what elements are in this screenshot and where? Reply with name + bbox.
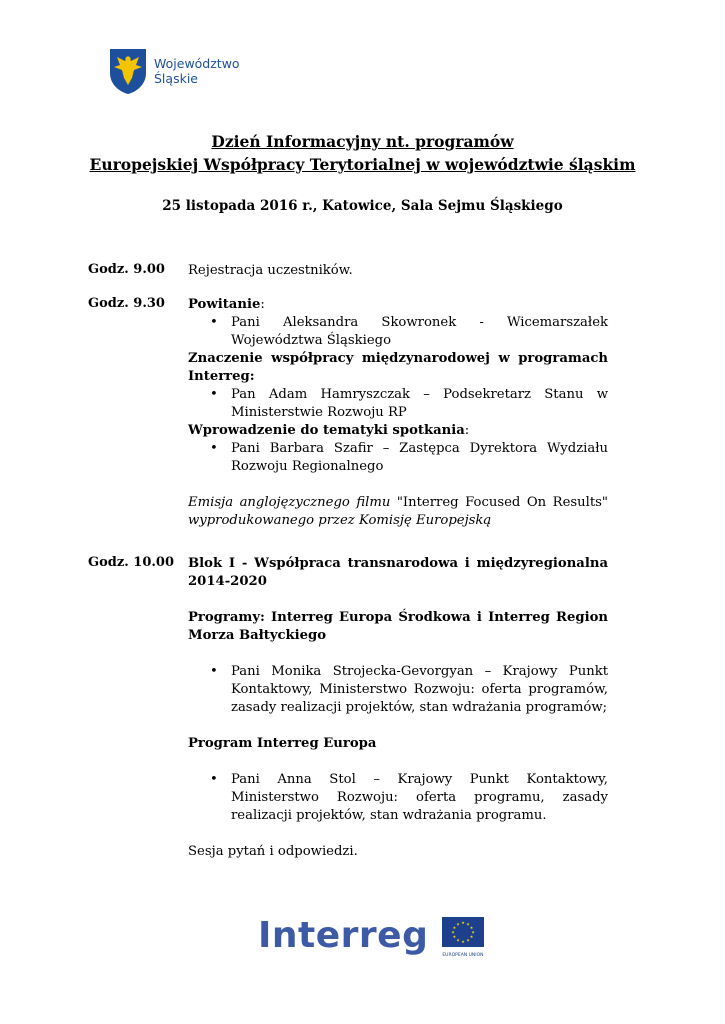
list-item: • Pani Aleksandra Skowronek - Wicemarszałek Województwa Śląskiego	[210, 315, 608, 348]
program-person: Pani Anna Stol – Krajowy Punkt Kontaktowy, Ministerstwo Rozwoju: oferta programu, zasady realizacji projektów, stan wdrażania programu.	[231, 772, 608, 823]
title-line1: Dzień Informacyjny nt. programów	[211, 132, 514, 151]
interreg-logo: Interreg	[258, 915, 429, 956]
time-900: Godz. 9.00	[88, 262, 165, 277]
registration-text: Rejestracja uczestników.	[188, 263, 353, 278]
time-930: Godz. 9.30	[88, 296, 165, 311]
logo-line2: Śląskie	[154, 71, 198, 86]
importance-label: Znaczenie współpracy międzynarodowej w programach Interreg:	[188, 351, 608, 384]
intro-person: Pani Barbara Szafir – Zastępca Dyrektora Wydziału Rozwoju Regionalnego	[231, 441, 608, 474]
footer-logos	[258, 917, 484, 958]
logo-line1: Województwo	[154, 56, 240, 71]
film-italic2: wyprodukowanego przez Komisję Europejską	[188, 513, 492, 528]
film-note	[188, 494, 608, 530]
welcome-label: Powitanie	[188, 297, 261, 312]
svg-text:★: ★	[470, 934, 474, 940]
svg-text:★: ★	[461, 939, 466, 944]
film-title: "Interreg Focused On Results"	[390, 495, 608, 510]
title-line2: Europejskiej Współpracy Terytorialnej w województwie śląskim	[89, 155, 636, 174]
svg-text:★: ★	[471, 929, 476, 935]
programs-label: Programy: Interreg Europa Środkowa i Interreg Region Morza Bałtyckiego	[188, 610, 608, 643]
time-1000: Godz. 10.00	[88, 555, 175, 570]
event-date: 25 listopada 2016 r., Katowice, Sala Sejmu Śląskiego	[162, 198, 563, 214]
intro-colon: :	[464, 423, 470, 438]
list-item: • Pani Monika Strojecka-Gevorgyan – Krajowy Punkt Kontaktowy, Ministerstwo Rozwoju: oferta programów, zasady realizacji projektów, stan wdrażania programów;	[210, 664, 608, 715]
list-item: • Pani Barbara Szafir – Zastępca Dyrektora Wydziału Rozwoju Regionalnego	[210, 441, 608, 474]
intro-label: Wprowadzenie do tematyki spotkania	[188, 423, 465, 438]
svg-text:★: ★	[452, 934, 457, 940]
programs-person: Pani Monika Strojecka-Gevorgyan – Krajowy Punkt Kontaktowy, Ministerstwo Rozwoju: oferta programów, zasady realizacji projektów, stan wdrażania programów;	[231, 664, 608, 715]
eu-label: EUROPEAN UNION	[442, 953, 484, 958]
svg-text:★: ★	[456, 921, 461, 927]
film-italic1: Emisja anglojęzycznego filmu	[188, 495, 391, 510]
svg-text:★: ★	[470, 924, 474, 930]
eu-logo	[442, 917, 484, 958]
svg-text:★: ★	[466, 937, 471, 943]
list-item: • Pani Anna Stol – Krajowy Punkt Kontaktowy, Ministerstwo Rozwoju: oferta programu, zasady realizacji projektów, stan wdrażania programu.	[210, 772, 608, 823]
importance-person: Pan Adam Hamryszczak – Podsekretarz Stanu w Ministerstwie Rozwoju RP	[231, 387, 608, 420]
svg-text:★: ★	[466, 921, 471, 927]
program-label: Program Interreg Europa	[188, 736, 377, 751]
svg-text:★: ★	[452, 924, 457, 930]
list-item: • Pan Adam Hamryszczak – Podsekretarz Stanu w Ministerstwie Rozwoju RP	[210, 387, 608, 420]
svg-text:★: ★	[451, 929, 456, 935]
qa-text: Sesja pytań i odpowiedzi.	[188, 844, 358, 859]
page-title	[0, 130, 725, 176]
welcome-person: Pani Aleksandra Skowronek - Wicemarszałek Województwa Śląskiego	[231, 315, 608, 348]
eu-flag-icon	[442, 917, 484, 947]
block-title: Blok I - Współpraca transnarodowa i międzyregionalna 2014-2020	[188, 556, 608, 589]
coat-of-arms-icon	[108, 47, 148, 95]
svg-text:★: ★	[461, 920, 466, 925]
svg-text:★: ★	[456, 937, 461, 943]
welcome-colon: :	[260, 297, 265, 312]
wojewodztwo-logo	[108, 47, 240, 95]
